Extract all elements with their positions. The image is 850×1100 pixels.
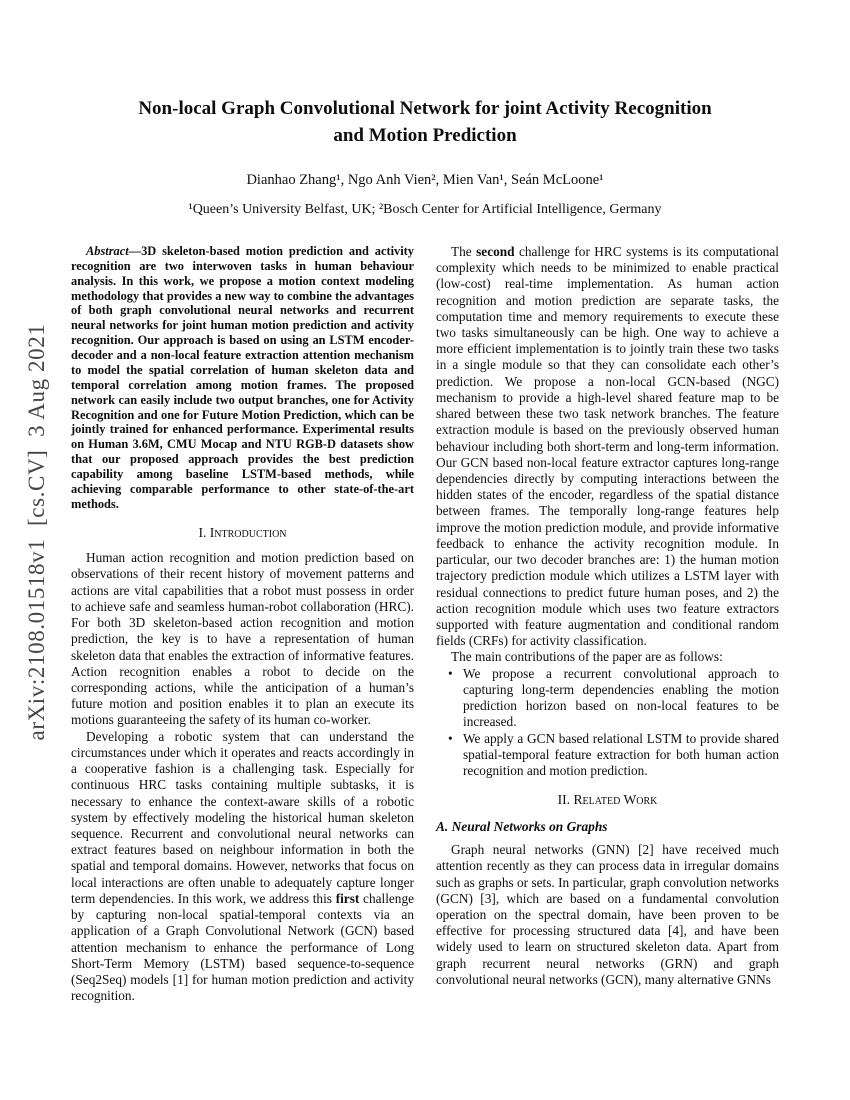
contributions-intro: The main contributions of the paper are as follows: [451, 649, 723, 665]
bullet-icon: • [448, 665, 453, 681]
abstract-paragraph [71, 244, 414, 512]
abstract-text: 3D skeleton-based motion prediction and activity recognition are two interwoven tasks in human behaviour analysis. In this work, we propose a motion context modeling methodology that provides a new way to combine the advantages of both graph convolutional neural networks and recurrent neural networks for joint human motion prediction and activity recognition. Our approach is based on using an LSTM encoder-decoder and a non-local feature extraction attention mechanism to model the spatial correlation of human skeleton data and temporal correlation among motion frames. The proposed network can easily include two output branches, one for Activity Recognition and one for Future Motion Prediction, which can be jointly trained for enhanced performance. Experimental results on Human 3.6M, CMU Mocap and NTU RGB-D datasets show that our proposed approach provides the best prediction capability among baseline LSTM-based methods, while achieving comparable performance to other state-of-the-art methods. [71, 243, 414, 511]
section-heading-related-work [436, 792, 779, 809]
intro-paragraph-1: Human action recognition and motion prediction based on observations of their recent history of movement patterns and actions are vital capabilities that a robot must possess in order to achieve safe and seamless human-robot collaboration (HRC). For both 3D skeleton-based action recognition and motion prediction, the key is to have a representation of human skeleton data that enables the extraction of informative features. Action recognition enables a robot to decide on the corresponding actions, while the anticipation of a human’s future motion and position enables it to plan an execute its motions guaranteeing the safety of its human co-worker. [71, 550, 414, 728]
two-column-body [71, 244, 779, 1004]
list-item [436, 731, 779, 780]
subsection-heading-neural-networks-on-graphs: A. Neural Networks on Graphs [436, 818, 608, 834]
related-work-paragraph-1: Graph neural networks (GNN) [2] have received much attention recently as they can process data in irregular domains such as graphs or sets. In particular, graph convolution networks (GCN) [3], which are based on a fundamental convolution operation on the spectral domain, have been proven to be effective for processing structured data [4], and have been widely used to learn on structured skeleton data. Apart from graph recurrent neural networks (GRN) and graph convolutional neural networks (GCN), many alternative GNNs [436, 842, 779, 987]
paper-content [71, 0, 779, 1004]
contribution-2-text: We apply a GCN based relational LSTM to provide shared spatial-temporal feature extraction for both human action recognition and motion prediction. [463, 730, 779, 778]
affiliation-line: ¹Queen’s University Belfast, UK; ²Bosch Center for Artificial Intelligence, Germany [188, 201, 662, 217]
intro-paragraph-2-post: challenge by capturing non-local spatial-temporal contexts via an application of a Graph Convolutional Network (GCN) based attention mechanism to enhance the performance of Long Short-Term Memory (LSTM) based sequence-to-sequence (Seq2Seq) models [1] for human motion prediction and activity recognition. [71, 890, 414, 1004]
bullet-icon: • [448, 730, 453, 746]
contributions-list [436, 666, 779, 780]
abstract-label: Abstract— [86, 243, 142, 258]
right-paragraph-1-bold: second [476, 243, 515, 259]
section-title: Introduction [209, 524, 287, 540]
section-title: Related Work [573, 792, 658, 808]
right-paragraph-1 [436, 244, 779, 649]
authors-line: Dianhao Zhang¹, Ngo Anh Vien², Mien Van¹, Seán McLoone¹ [246, 171, 604, 188]
arxiv-watermark: arXiv:2108.01518v1 [cs.CV] 3 Aug 2021 [24, 323, 49, 741]
paper-title-line2: and Motion Prediction [333, 124, 517, 146]
paper-title-line1: Non-local Graph Convolutional Network for joint Activity Recognition [138, 98, 712, 119]
left-column [71, 244, 414, 1004]
right-column [436, 244, 779, 1004]
section-number: I. [198, 524, 210, 540]
intro-paragraph-2-pre: Developing a robotic system that can understand the circumstances under which it operates and reacts accordingly in a cooperative fashion is a challenging task. Especially for continuous HRC tasks containing multiple subtasks, it is necessary to enhance the context-aware skills of a robotic system by effectively modeling the historical human skeleton sequence. Recurrent and convolutional neural networks can extract features based on neighbour information in both the spatial and temporal domains. However, networks that focus on local interactions are often unable to adequately capture longer term dependencies. In this work, we address this [71, 728, 414, 906]
contribution-1-text: We propose a recurrent convolutional approach to capturing long-term dependencies enabling the motion prediction horizon based on non-local features to be increased. [463, 665, 779, 730]
section-number: II. [557, 792, 574, 808]
list-item [436, 666, 779, 731]
paper-title [71, 96, 779, 150]
right-paragraph-1-post: challenge for HRC systems is its computational complexity which needs to be minimized to enable practical (low-cost) real-time implementation. As human action recognition and motion prediction are separate tasks, the computation time and memory requirements to execute these two tasks simultaneously can be high. One way to achieve a more efficient implementation is to jointly train these two tasks in a single module so that they can consolidate each other’s prediction. We propose a non-local GCN-based (NGC) mechanism to provide a high-level shared feature map to be shared between these two task network branches. The feature extraction module is based on the previously observed human behaviour including both short-term and long-term information. Our GCN based non-local feature extractor captures long-range dependencies directly by computing interactions between the hidden states of the encoder, regardless of the spatial distance between frames. The temporally long-range features help improve the motion prediction module, and provide informative feedback to enhance the activity recognition module. In particular, our two decoder branches are: 1) the human motion trajectory prediction module which utilizes a LSTM layer with residual connections to predict future human poses, and 2) the action recognition module which uses two feature extractors supported with feature augmentation and conditional random fields (CRFs) for activity classification. [436, 243, 780, 649]
intro-paragraph-2-bold: first [335, 890, 360, 906]
right-paragraph-1-pre: The [451, 243, 477, 259]
section-heading-introduction [71, 525, 414, 542]
intro-paragraph-2 [71, 729, 414, 1005]
